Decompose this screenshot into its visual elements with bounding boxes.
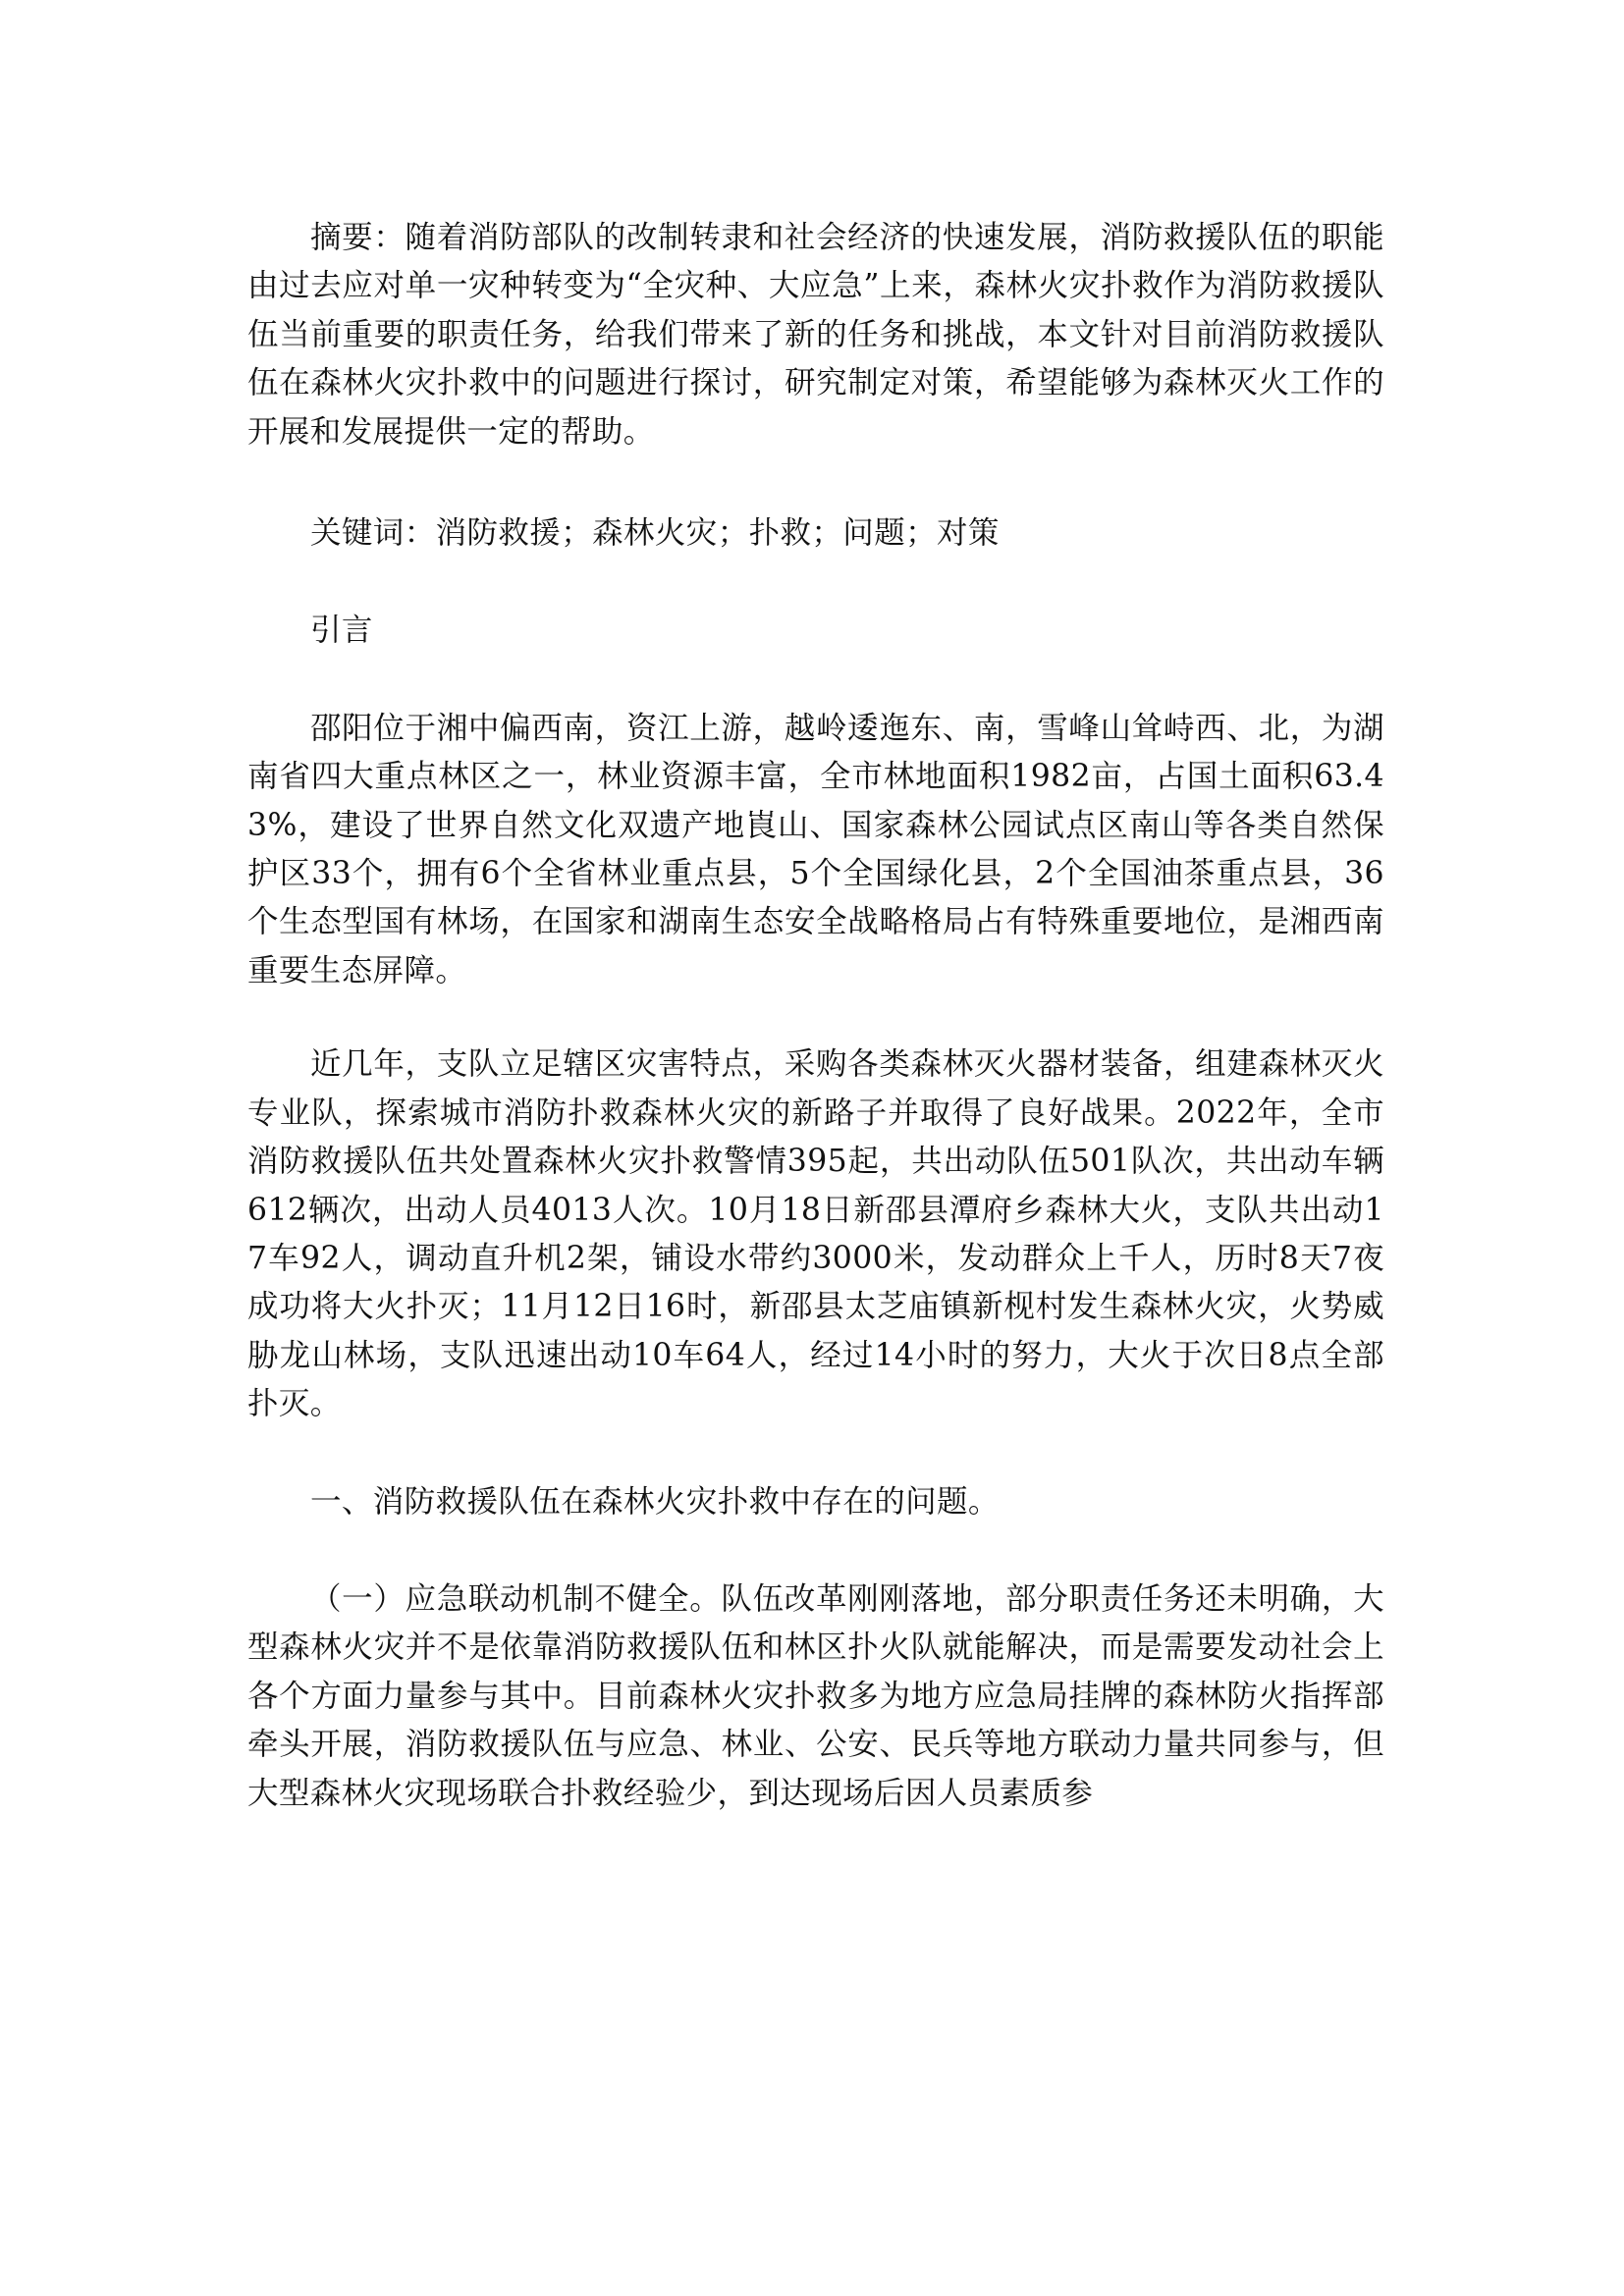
introduction-paragraph-1: 邵阳位于湘中偏西南，资江上游，越岭逶迤东、南，雪峰山耸峙西、北，为湖南省四大重点林区之一，林业资源丰富，全市林地面积1982亩，占国土面积63.43%，建设了世界自然文化双遗产地崀山、国家森林公园试点区南山等各类自然保护区33个，拥有6个全省林业重点县，5个全国绿化县，2个全国油茶重点县，36个生态型国有林场，在国家和湖南生态安全战略格局占有特殊重要地位，是湘西南重要生态屏障。 bbox=[247, 710, 1384, 988]
section-1-heading: 一、消防救援队伍在森林火灾扑救中存在的问题。 bbox=[310, 1483, 1000, 1520]
introduction-heading: 引言 bbox=[310, 613, 373, 649]
section-1-1-paragraph: （一）应急联动机制不健全。队伍改革刚刚落地，部分职责任务还未明确，大型森林火灾并不是依靠消防救援队伍和林区扑火队就能解决，而是需要发动社会上各个方面力量参与其中。目前森林火灾扑救多为地方应急局挂牌的森林防火指挥部牵头开展，消防救援队伍与应急、林业、公安、民兵等地方联动力量共同参与，但大型森林火灾现场联合扑救经验少，到达现场后因人员素质参 bbox=[247, 1580, 1384, 1811]
keywords-line: 关键词：消防救援；森林火灾；扑救；问题；对策 bbox=[310, 515, 1000, 552]
document-body bbox=[247, 214, 1384, 1818]
introduction-paragraph-2: 近几年，支队立足辖区灾害特点，采购各类森林灭火器材装备，组建森林灭火专业队，探索城市消防扑救森林火灾的新路子并取得了良好战果。2022年，全市消防救援队伍共处置森林火灾扑救警情395起，共出动队伍501队次，共出动车辆612辆次，出动人员4013人次。10月18日新邵县潭府乡森林大火，支队共出动17车92人，调动直升机2架，铺设水带约3000米，发动群众上千人，历时8天7夜成功将大火扑灭；11月12日16时，新邵县太芝庙镇新枧村发生森林火灾，火势威胁龙山林场，支队迅速出动10车64人，经过14小时的努力，大火于次日8点全部扑灭。 bbox=[247, 1046, 1384, 1422]
abstract-paragraph: 摘要：随着消防部队的改制转隶和社会经济的快速发展，消防救援队伍的职能由过去应对单一灾种转变为“全灾种、大应急”上来，森林火灾扑救作为消防救援队伍当前重要的职责任务，给我们带来了新的任务和挑战，本文针对目前消防救援队伍在森林火灾扑救中的问题进行探讨，研究制定对策，希望能够为森林灭火工作的开展和发展提供一定的帮助。 bbox=[247, 220, 1384, 450]
